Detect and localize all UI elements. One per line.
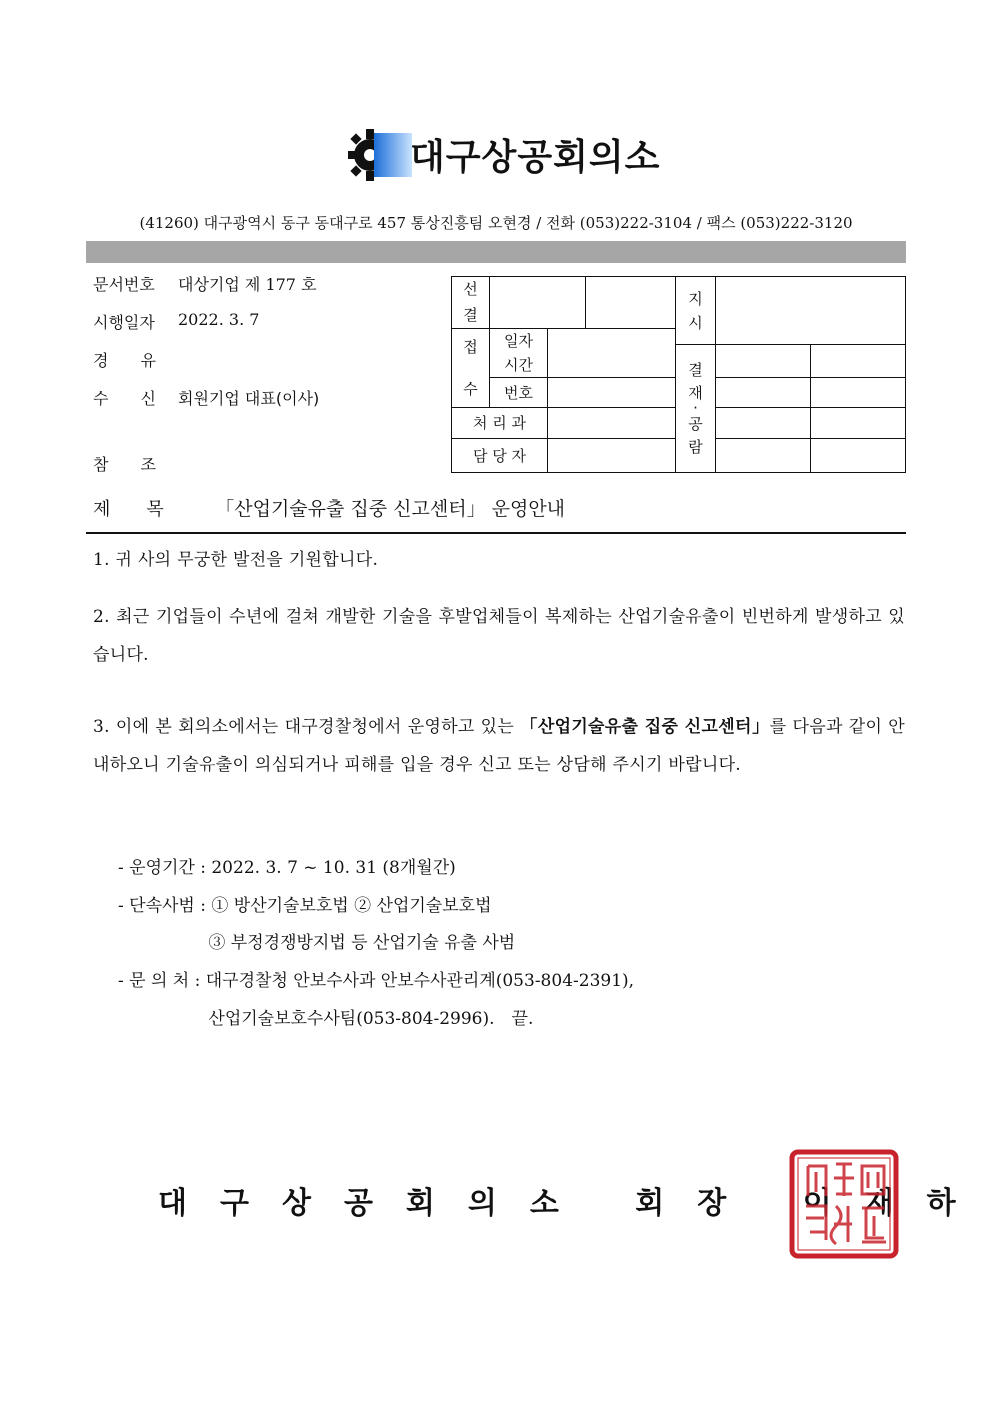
ram-char: 람 [688,437,703,456]
header-divider-bar [86,241,906,263]
seon-char: 선 [463,280,478,298]
su-char: 수 [463,380,478,398]
approval-cell-2b [811,378,906,408]
number-value [548,378,676,408]
item-period: - 운영기간 : 2022. 3. 7 ~ 10. 31 (8개월간) [118,858,456,878]
paragraph-3 [93,708,905,784]
recipient-label: 수 신 [93,389,156,408]
approval-cell-4b [811,439,906,473]
recipient-value: 회원기업 대표(이사) [178,389,320,408]
date-label: 일자 [504,332,533,350]
org-logo [348,125,661,185]
jeop-su-cell [452,329,490,408]
ji-si-cell [676,277,716,345]
person-in-charge-value [548,439,676,473]
seon-gyeol-cell [452,277,490,329]
processing-dept-value [548,408,676,439]
item-offense-1: - 단속사범 : ① 방산기술보호법 ② 산업기술보호법 [118,896,492,916]
jae-char: 재 [688,383,703,402]
letterhead-address: (41260) 대구광역시 동구 동대구로 457 통상진흥팀 오현경 / 전화 (053)222-3104 / 팩스 (053)222-3120 [139,214,853,232]
time-label: 시간 [504,356,533,374]
signature-line: 대구상공회의소 회장 이재하 [158,1186,989,1221]
gear-logo-icon [348,125,412,185]
gyeol-char: 결 [463,305,478,324]
paragraph-3-rest: 를 다음과 같이 안내하오니 기술유출이 의심되거나 피해를 입을 경우 신고 또는 상담해 주시기 바랍니다. [93,717,905,775]
item-contact-2: 산업기술보호수사팀(053-804-2996). 끝. [118,1009,534,1029]
approval-cell-1b [811,345,906,378]
number-label-cell: 번호 [490,378,548,408]
issue-date-value: 2022. 3. 7 [178,310,260,329]
jeop-char: 접 [463,338,478,356]
approval-cell-2a [716,378,811,408]
paragraph-3-center-name: 「산업기술유출 집중 신고센터」 [520,717,770,737]
subject-text: 「산업기술유출 집중 신고센터」 운영안내 [215,498,566,520]
paragraph-3-intro: 3. 이에 본 회의소에서는 대구경찰청에서 운영하고 있는 [93,717,521,737]
seon-gyeol-sign-2 [586,277,676,329]
doc-number-label: 문서번호 [93,275,155,294]
subject-divider [86,532,906,534]
ji-char: 지 [688,289,703,308]
logo-org-name: 대구상공회의소 [410,137,661,178]
reference-label: 참 조 [93,455,156,474]
item-contact-1: - 문 의 처 : 대구경찰청 안보수사과 안보수사관리계(053-804-2391), [118,971,635,991]
si-char: 시 [688,313,703,332]
paragraph-1: 1. 귀 사의 무궁한 발전을 기원합니다. [93,550,379,570]
dot-char: · [693,399,698,417]
person-in-charge-label: 담 당 자 [452,439,548,473]
approval-cell-1a [716,345,811,378]
date-time-label-cell [490,329,548,378]
instruction-area [716,277,906,345]
subject-line [93,494,565,521]
approval-routing-box [451,276,905,469]
item-offense-2: ③ 부정경쟁방지법 등 산업기술 유출 사범 [118,933,516,953]
approval-cell-4a [716,439,811,473]
doc-number-value: 대상기업 제 177 호 [178,275,317,294]
subject-label: 제 목 [93,499,164,520]
seon-gyeol-sign-1 [490,277,586,329]
gyeol2-char: 결 [688,361,703,379]
approval-cell-3b [811,408,906,439]
approval-cell-3a [716,408,811,439]
processing-dept-label: 처 리 과 [452,408,548,439]
issue-date-label: 시행일자 [93,313,155,332]
date-time-value [548,329,676,378]
paragraph-2: 2. 최근 기업들이 수년에 걸쳐 개발한 기술을 후발업체들이 복제하는 산업기술유출이 빈번하게 발생하고 있습니다. [93,607,905,665]
gong-char: 공 [688,415,703,433]
via-label: 경 유 [93,351,156,370]
official-seal-icon [788,1148,900,1260]
gyeol-jae-gong-ram-cell [676,345,716,473]
